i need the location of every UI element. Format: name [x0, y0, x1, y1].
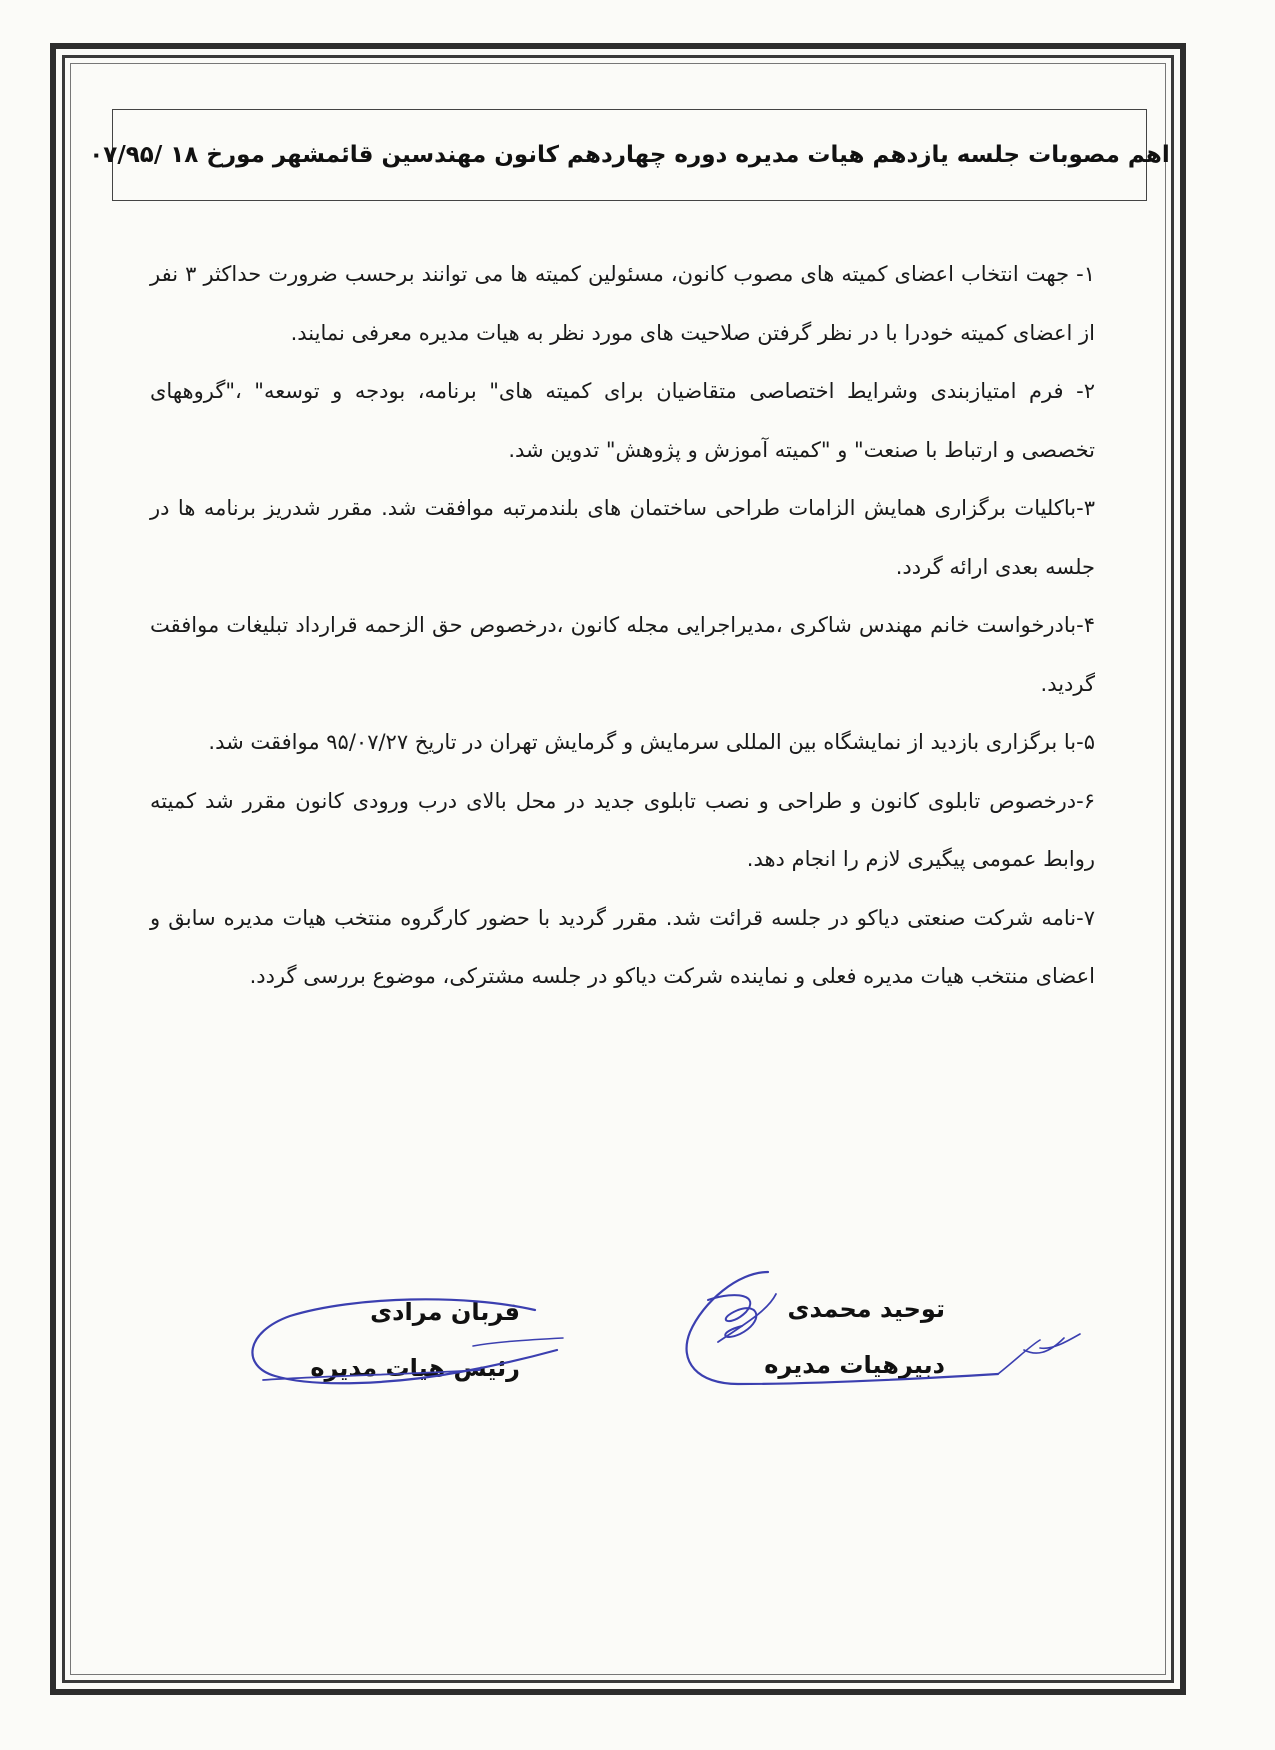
resolution-item-5: ۵-با برگزاری بازدید از نمایشگاه بین المللی سرمایش و گرمایش تهران در تاریخ ۹۵/۰۷/۲۷ موافقت شد. [208, 730, 1095, 754]
resolution-item-4: ۴-بادرخواست خانم مهندس شاکری ،مدیراجرایی مجله کانون ،درخصوص حق الزحمه قرارداد تبلیغات موافقت گردید. [150, 613, 1095, 696]
resolution-item-1: ۱- جهت انتخاب اعضای کمیته های مصوب کانون، مسئولین کمیته ها می توانند برحسب ضرورت حداکثر ۳ نفر از اعضای کمیته خودرا با در نظر گرفتن صلاحیت های مورد نظر به هیات مدیره معرفی نمایند. [150, 262, 1095, 345]
signatory-name: توحید محمدی [787, 1295, 945, 1323]
document-title: اهم مصوبات جلسه یازدهم هیات مدیره دوره چهاردهم کانون مهندسین قائمشهر مورخ ۱۸ /۰۷/۹۵ [89, 142, 1170, 168]
resolution-item-3: ۳-باکلیات برگزاری همایش الزامات طراحی ساختمان های بلندمرتبه موافقت شد. مقرر شدریز برنامه ها در جلسه بعدی ارائه گردد. [150, 496, 1095, 579]
resolutions-list [150, 245, 1095, 1006]
signatory-role: رئیس هیات مدیره [310, 1354, 520, 1382]
signature-block-secretary [700, 1281, 945, 1393]
signature-block-chairman [260, 1284, 520, 1396]
resolution-item-7: ۷-نامه شرکت صنعتی دیاکو در جلسه قرائت شد. مقرر گردید با حضور کارگروه منتخب هیات مدیره سابق و اعضای منتخب هیات مدیره فعلی و نماینده شرکت دیاکو در جلسه مشترکی، موضوع بررسی گردد. [150, 905, 1095, 988]
title-box [89, 109, 1170, 201]
signatory-name: قربان مرادی [370, 1298, 520, 1326]
resolution-item-2: ۲- فرم امتیازبندی وشرایط اختصاصی متقاضیان برای کمیته های" برنامه، بودجه و توسعه" ،"گروههای تخصصی و ارتباط با صنعت" و "کمیته آموزش و پژوهش" تدوین شد. [150, 379, 1095, 462]
resolution-item-6: ۶-درخصوص تابلوی کانون و طراحی و نصب تابلوی جدید در محل بالای درب ورودی کانون مقرر شد کمیته روابط عمومی پیگیری لازم را انجام دهد. [150, 788, 1095, 871]
signatory-role: دبیرهیات مدیره [764, 1351, 945, 1379]
